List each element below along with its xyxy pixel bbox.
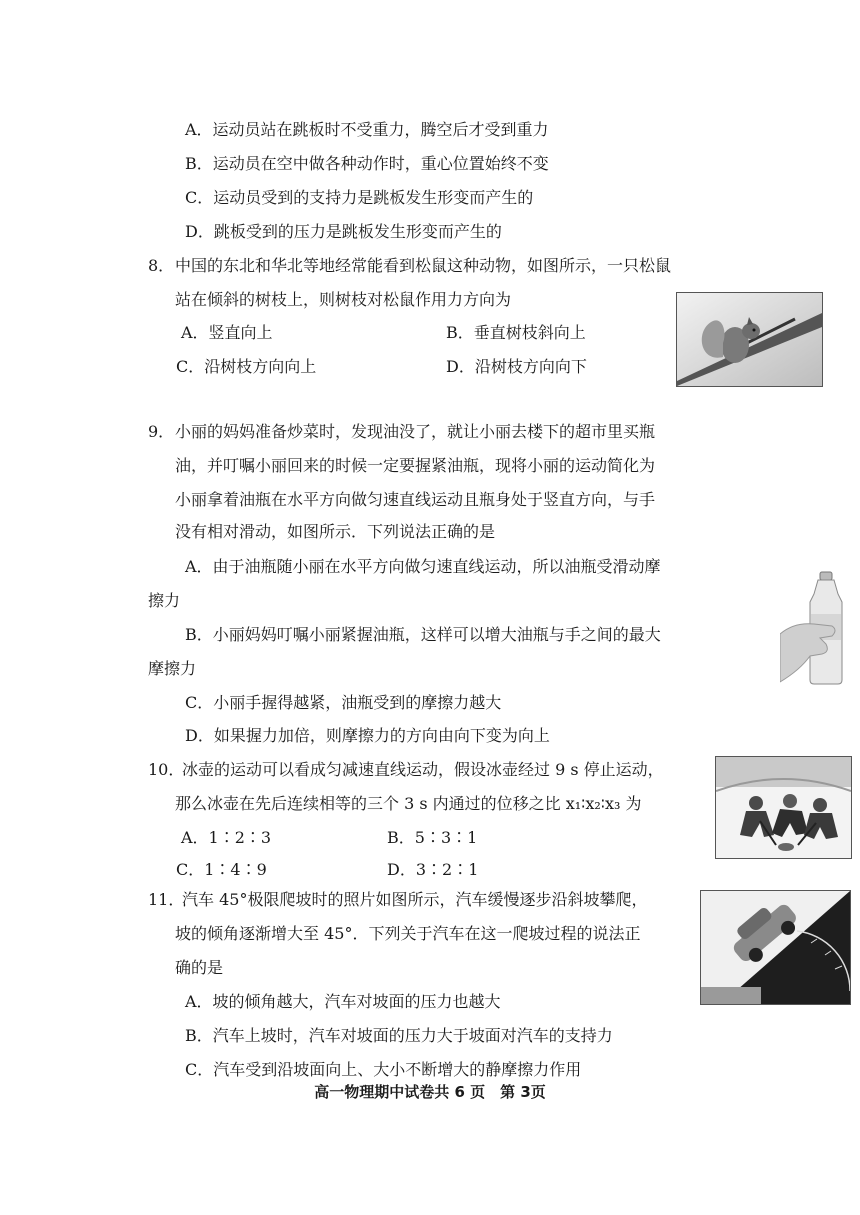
q7-option-b: B．运动员在空中做各种动作时，重心位置始终不变 xyxy=(185,154,549,173)
q9-option-d: D．如果握力加倍，则摩擦力的方向由向下变为向上 xyxy=(185,726,550,745)
q10-option-b: B．5∶3∶1 xyxy=(387,828,478,847)
q9-stem-line-2: 油，并叮嘱小丽回来的时候一定要握紧油瓶，现将小丽的运动简化为 xyxy=(175,456,656,475)
q8-stem-line-1: 中国的东北和华北等地经常能看到松鼠这种动物，如图所示，一只松鼠 xyxy=(175,256,672,275)
page-footer: 高一物理期中试卷共 6 页 第 3页 xyxy=(314,1083,546,1101)
q11-option-b: B．汽车上坡时，汽车对坡面的压力大于坡面对汽车的支持力 xyxy=(185,1026,613,1045)
q8-option-c: C．沿树枝方向向上 xyxy=(176,357,317,376)
q9-option-a-line-2: 擦力 xyxy=(148,591,181,610)
oil-bottle-photo xyxy=(780,570,852,685)
q8-stem-line-2: 站在倾斜的树枝上，则树枝对松鼠作用力方向为 xyxy=(175,290,512,309)
curling-illustration xyxy=(716,757,851,858)
q10-stem-line-1: 冰壶的运动可以看成匀减速直线运动，假设冰壶经过 9 s 停止运动， xyxy=(182,760,664,779)
q10-option-a: A．1∶2∶3 xyxy=(181,828,272,847)
q10-option-d: D．3∶2∶1 xyxy=(387,860,479,879)
q10-stem-line-2: 那么冰壶在先后连续相等的三个 3 s 内通过的位移之比 x₁∶x₂∶x₃ 为 xyxy=(175,794,642,813)
squirrel-photo xyxy=(676,292,823,387)
q11-stem-line-3: 确的是 xyxy=(175,958,224,977)
q9-stem-line-1: 小丽的妈妈准备炒菜时，发现油没了，就让小丽去楼下的超市里买瓶 xyxy=(175,422,656,441)
car-slope-illustration xyxy=(701,891,850,1004)
q9-stem-line-4: 没有相对滑动，如图所示．下列说法正确的是 xyxy=(175,522,496,541)
q11-number: 11． xyxy=(148,890,185,909)
q9-number: 9． xyxy=(148,422,175,441)
q8-number: 8． xyxy=(148,256,175,275)
q9-option-c: C．小丽手握得越紧，油瓶受到的摩擦力越大 xyxy=(185,693,502,712)
q9-option-b-line-1: B．小丽妈妈叮嘱小丽紧握油瓶，这样可以增大油瓶与手之间的最大 xyxy=(185,625,661,644)
squirrel-illustration xyxy=(677,293,822,386)
q9-stem-line-3: 小丽拿着油瓶在水平方向做匀速直线运动且瓶身处于竖直方向，与手 xyxy=(175,490,656,509)
q7-option-d: D．跳板受到的压力是跳板发生形变而产生的 xyxy=(185,222,502,241)
q8-option-b: B．垂直树枝斜向上 xyxy=(446,323,586,342)
car-climbing-photo xyxy=(700,890,851,1005)
q11-option-a: A．坡的倾角越大，汽车对坡面的压力也越大 xyxy=(185,992,501,1011)
q11-stem-line-1: 汽车 45°极限爬坡时的照片如图所示，汽车缓慢逐步沿斜坡攀爬， xyxy=(182,890,648,909)
q8-option-d: D．沿树枝方向向下 xyxy=(446,357,587,376)
q7-option-a: A．运动员站在跳板时不受重力，腾空后才受到重力 xyxy=(185,120,549,139)
q8-option-a: A．竖直向上 xyxy=(181,323,273,342)
bottle-hand-illustration xyxy=(780,570,852,685)
q11-option-c: C．汽车受到沿坡面向上、大小不断增大的静摩擦力作用 xyxy=(185,1060,582,1079)
q10-number: 10． xyxy=(148,760,185,779)
curling-photo xyxy=(715,756,852,859)
q9-option-a-line-1: A．由于油瓶随小丽在水平方向做匀速直线运动，所以油瓶受滑动摩 xyxy=(185,557,661,576)
q7-option-c: C．运动员受到的支持力是跳板发生形变而产生的 xyxy=(185,188,534,207)
q11-stem-line-2: 坡的倾角逐渐增大至 45°．下列关于汽车在这一爬坡过程的说法正 xyxy=(175,924,641,943)
q9-option-b-line-2: 摩擦力 xyxy=(148,659,197,678)
q10-option-c: C．1∶4∶9 xyxy=(176,860,267,879)
